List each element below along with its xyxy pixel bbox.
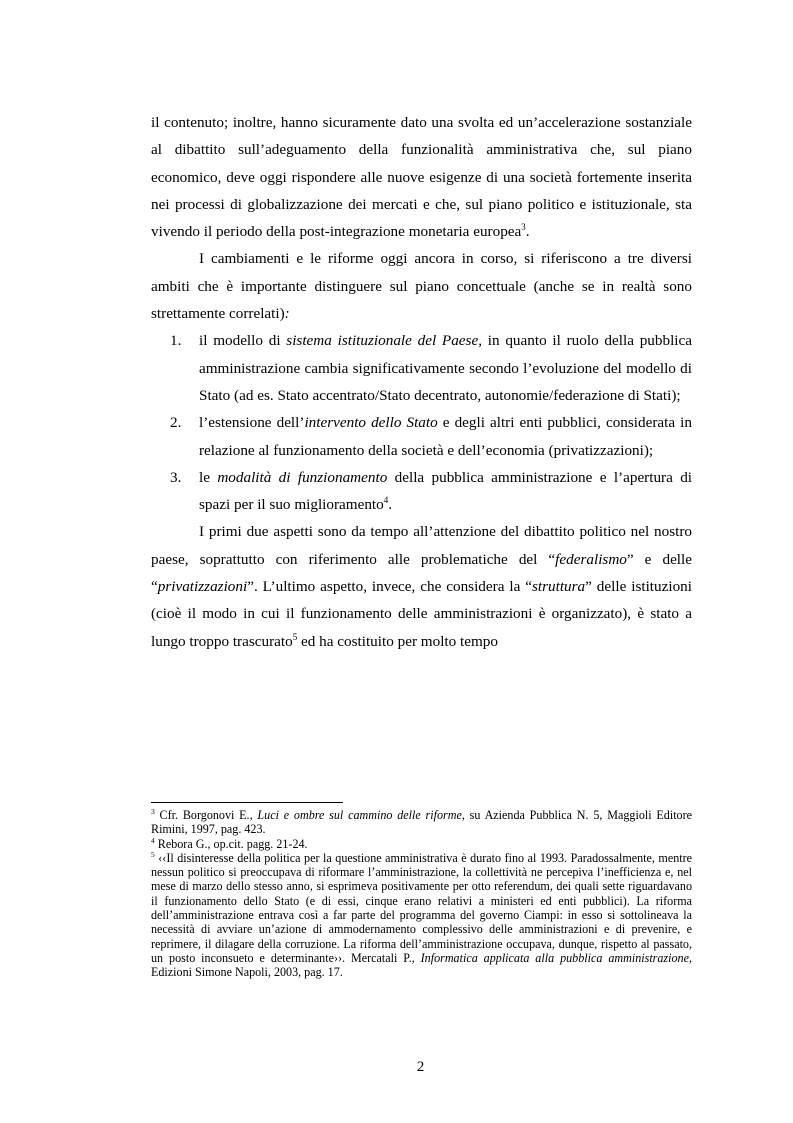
footnote-ref-3[interactable]: 3 xyxy=(521,222,526,233)
list-item: 3. le modalità di funzionamento della pubblica amministrazione e l’apertura di spazi per il suo miglioramento$^4$. xyxy=(151,464,692,519)
list-number: 2. xyxy=(170,414,182,432)
page-number: 2 xyxy=(416,1058,425,1075)
footnote-number: 5 xyxy=(151,849,155,859)
list-item: 1. il modello di sistema istituzionale del Paese, in quanto il ruolo della pubblica amministrazione cambia significativamente secondo l’evoluzione del modello di Stato (ad es. Stato accentrato/Stato decentrato, autonomie/federazione di Stati); xyxy=(151,327,692,409)
footnote-3: $^3$ Cfr. Borgonovi E., Luci e ombre sul cammino delle riforme, su Azienda Pubblica N. 5, Maggioli Editore Rimini, 1997, pag. 423. xyxy=(151,806,692,837)
list-item: 2. l’estensione dell’intervento dello Stato e degli altri enti pubblici, considerata in relazione al funzionamento della società e dell’economia (privatizzazioni); xyxy=(151,409,692,464)
paragraph-2: I cambiamenti e le riforme oggi ancora in corso, si riferiscono a tre diversi ambiti che è importante distinguere sul piano concettuale (anche se in realtà sono strettamente correlati): xyxy=(151,250,692,323)
italic-term: modalità di funzionamento xyxy=(217,468,388,486)
footnote-ref-5[interactable]: 5 xyxy=(292,631,298,642)
footnote-4: $^4$ Rebora G., op.cit. pagg. 21-24. xyxy=(151,835,308,851)
list-number: 1. xyxy=(170,332,182,350)
list-number: 3. xyxy=(170,468,182,486)
footnote-number: 4 xyxy=(151,835,155,845)
italic-term: sistema istituzionale del Paese xyxy=(286,332,479,350)
paragraph-3: I primi due aspetti sono da tempo all’attenzione del dibattito politico nel nostro paese, soprattutto con riferimento alle problematiche del “federalismo” e delle “privatizzazioni”. L’ultimo aspetto, invece, che considera la “struttura” delle istituzioni (cioè il modo in cui il funzionamento delle amministrazioni è organizzato), è stato a lungo troppo trascurato$^5$ ed ha costituito per molto tempo xyxy=(151,523,692,650)
footnotes xyxy=(151,808,692,980)
footnote-number: 3 xyxy=(151,806,155,816)
footnote-5: $^5$ ‹‹Il disinteresse della politica per la questione amministrativa è durato fino al 1993. Paradossalmente, mentre nessun politico si preoccupava di riformare l’amministrazione, la collettività ne percepiva l’inefficienza e, nel mese di marzo dello stesso anno, si esprimeva positivamente per otto referendum, dei quali sette riguardavano il funzionamento dello Stato (e di essi, cinque erano relativi a ministeri ed enti pubblici). La riforma dell’amministrazione entrava così a far parte del programma del governo Ciampi: in esso si sottolineava la necessità di avviare un’azione di ammodernamento complessivo delle amministrazioni e di prevenire, e reprimere, il dilagare della corruzione. La riforma dell’amministrazione occupava, dunque, rispetto al passato, un posto inconsueto e determinante››. Mercatali P., Informatica applicata alla pubblica amministrazione, Edizioni Simone Napoli, 2003, pag. 17. xyxy=(151,849,692,980)
footnote-ref-4[interactable]: 4 xyxy=(383,495,389,506)
footnote-separator xyxy=(151,802,343,803)
italic-term: intervento dello Stato xyxy=(304,414,438,432)
body-text xyxy=(151,109,692,655)
paragraph-1: il contenuto; inoltre, hanno sicuramente dato una svolta ed un’accelerazione sostanziale al dibattito sull’adeguamento della funzionalità amministrativa che, sul piano economico, deve oggi rispondere alle nuove esigenze di una società fortemente inserita nei processi di globalizzazione dei mercati e che, sul piano politico e istituzionale, sta vivendo il periodo della post-integrazione monetaria europea$^3$. xyxy=(151,114,692,241)
numbered-list xyxy=(151,327,692,518)
